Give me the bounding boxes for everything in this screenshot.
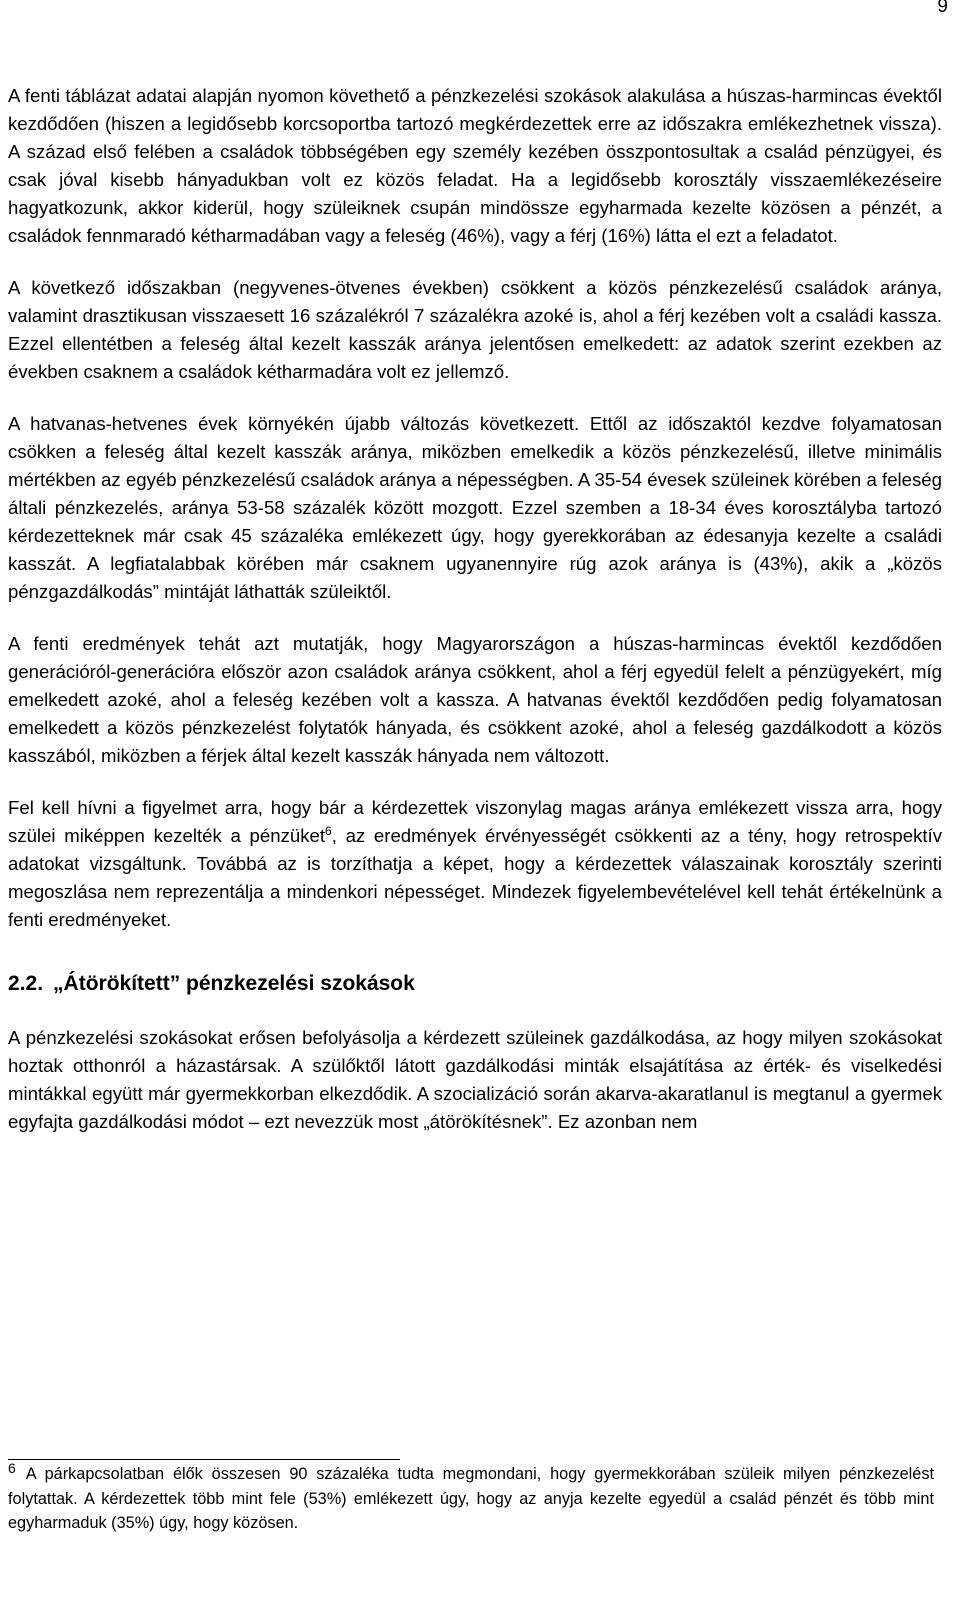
paragraph-6: A pénzkezelési szokásokat erősen befolyásolja a kérdezett szüleinek gazdálkodása, az hogy milyen szokásokat hoztak otthonról a házastársak. A szülőktől látott gazdálkodási minták elsajátítása az érték- és viselkedési mintákkal együtt már gyermekkorban elkezdődik. A szocializáció során akarva-akaratlanul is megtanul a gyermek egyfajta gazdálkodási módot – ezt nevezzük most „átörökítésnek”. Ez azonban nem bbox=[8, 1027, 942, 1132]
footnote-reference-6[interactable]: 6 bbox=[325, 823, 332, 838]
paragraph-5-text-b: , az eredmények érvényességét csökkenti az a tény, hogy retrospektív adatokat vizsgáltunk. Továbbá az is torzíthatja a képet, hogy a kérdezettek válaszainak korosztály szerinti megoszlása nem reprezentálja a mindenkori népességet. Mindezek figyelembevételével kell tehát értékelnünk a fenti eredményeket. bbox=[8, 825, 943, 930]
footnote bbox=[8, 1459, 934, 1536]
section-title: „Átörökített” pénzkezelési szokások bbox=[53, 972, 415, 995]
footnote-mark: 6 bbox=[8, 1459, 16, 1476]
paragraph-5-text-a: Fel kell hívni a figyelmet arra, hogy bár a kérdezettek viszonylag magas aránya emlékezett vissza arra, hogy szülei miképpen kezelték a pénzüket bbox=[8, 797, 942, 846]
paragraph-2: A következő időszakban (negyvenes-ötvenes években) csökkent a közös pénzkezelésű családok aránya, valamint drasztikusan visszaesett 16 százalékról 7 százalékra azoké is, ahol a férj kezében volt a családi kassza. Ezzel ellentétben a feleség által kezelt kasszák aránya jelentősen emelkedett: az adatok szerint ezekben az években csaknem a családok kétharmadára volt ez jellemző. bbox=[8, 277, 942, 382]
section-heading bbox=[8, 970, 942, 998]
footnote-divider bbox=[8, 1459, 400, 1460]
page-number: 9 bbox=[937, 0, 948, 17]
section-number: 2.2. bbox=[8, 972, 44, 995]
paragraph-5 bbox=[8, 794, 942, 934]
footnote-text: A párkapcsolatban élők összesen 90 százaléka tudta megmondani, hogy gyermekkorában szüleik milyen pénzkezelést folytattak. A kérdezettek több mint fele (53%) emlékezett úgy, hogy az anyja kezelte egyedül a család pénzét és több mint egyharmaduk (35%) úgy, hogy közösen. bbox=[8, 1465, 934, 1532]
paragraph-3: A hatvanas-hetvenes évek környékén újabb változás következett. Ettől az időszaktól kezdve folyamatosan csökken a feleség által kezelt kasszák aránya, miközben emelkedik a közös pénzkezelésű, illetve minimális mértékben az egyéb pénzkezelésű családok aránya a népességben. A 35-54 évesek szüleinek körében a feleség általi pénzkezelés, aránya 53-58 százalék között mozgott. Ezzel szemben a 18-34 éves korosztályba tartozó kérdezetteknek már csak 45 százaléka emlékezett úgy, hogy gyerekkorában az édesanyja kezelte a családi kasszát. A legfiatalabbak körében már csaknem ugyanennyire rúg azok aránya is (43%), akik a „közös pénzgazdálkodás” mintáját láthatták szüleiktől. bbox=[8, 413, 942, 602]
document-body bbox=[8, 82, 942, 1160]
paragraph-4: A fenti eredmények tehát azt mutatják, hogy Magyarországon a húszas-harmincas évektől kezdődően generációról-generációra először azon családok aránya csökkent, ahol a férj egyedül felelt a pénzügyekért, míg emelkedett azoké, ahol a feleség kezében volt a kassza. A hatvanas évektől kezdődően pedig folyamatosan emelkedett a közös pénzkezelést folytatók hányada, és csökkent azoké, ahol a feleség gazdálkodott a közös kasszából, miközben a férjek által kezelt kasszák hányada nem változott. bbox=[8, 633, 942, 766]
paragraph-1: A fenti táblázat adatai alapján nyomon követhető a pénzkezelési szokások alakulása a húszas-harmincas évektől kezdődően (hiszen a legidősebb korcsoportba tartozó megkérdezettek erre az időszakra emlékezhetnek vissza). A század első felében a családok többségében egy személy kezében összpontosultak a család pénzügyei, és csak jóval kisebb hányadukban volt ez közös feladat. Ha a legidősebb korosztály visszaemlékezéseire hagyatkozunk, akkor kiderül, hogy szüleiknek csupán mindössze egyharmada kezelte közösen a pénzét, a családok fennmaradó kétharmadában vagy a feleség (46%), vagy a férj (16%) látta el ezt a feladatot. bbox=[8, 85, 942, 246]
